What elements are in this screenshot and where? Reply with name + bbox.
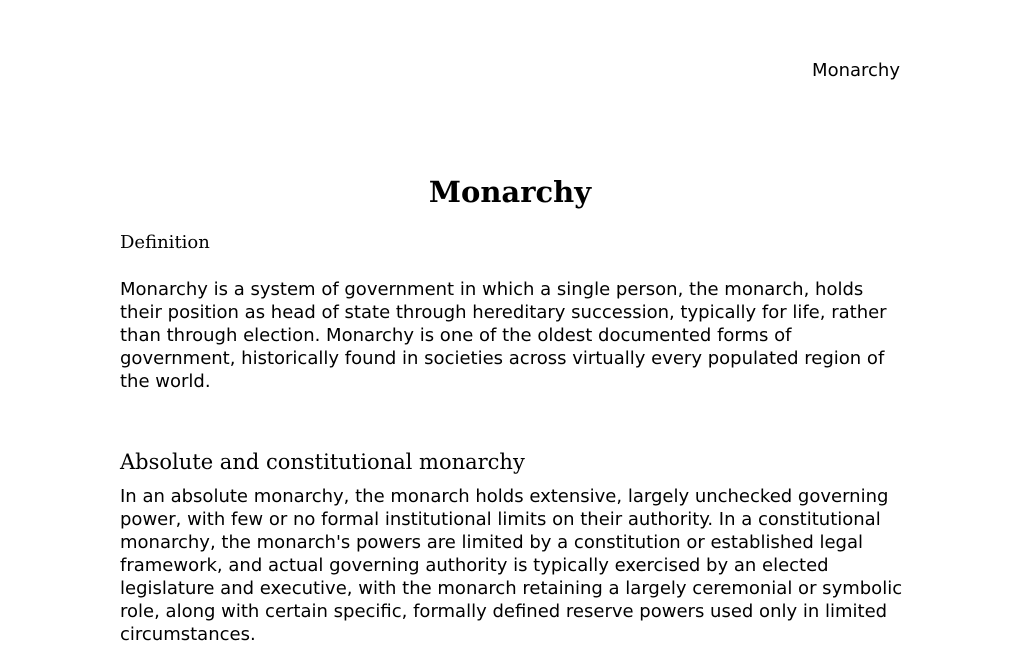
running-header: Monarchy	[812, 60, 900, 81]
document-title: Monarchy	[428, 175, 592, 209]
definition-label: Definition	[120, 232, 210, 253]
definition-paragraph: Monarchy is a system of government in which a single person, the monarch, holds their position as head of state through hereditary succession, typically for life, rather than through election. Monarchy is one of the oldest documented forms of government, historically found in societies across virtually every populated region of the world.	[120, 279, 887, 392]
section-heading: Absolute and constitutional monarchy	[120, 450, 525, 474]
section-paragraph: In an absolute monarchy, the monarch holds extensive, largely unchecked governing power, with few or no formal institutional limits on their authority. In a constitutional monarchy, the monarch's powers are limited by a constitution or established legal framework, and actual governing authority is typically exercised by an elected legislature and executive, with the monarch retaining a largely ceremonial or symbolic role, along with certain specific, formally defined reserve powers used only in limited circumstances.	[120, 486, 903, 645]
